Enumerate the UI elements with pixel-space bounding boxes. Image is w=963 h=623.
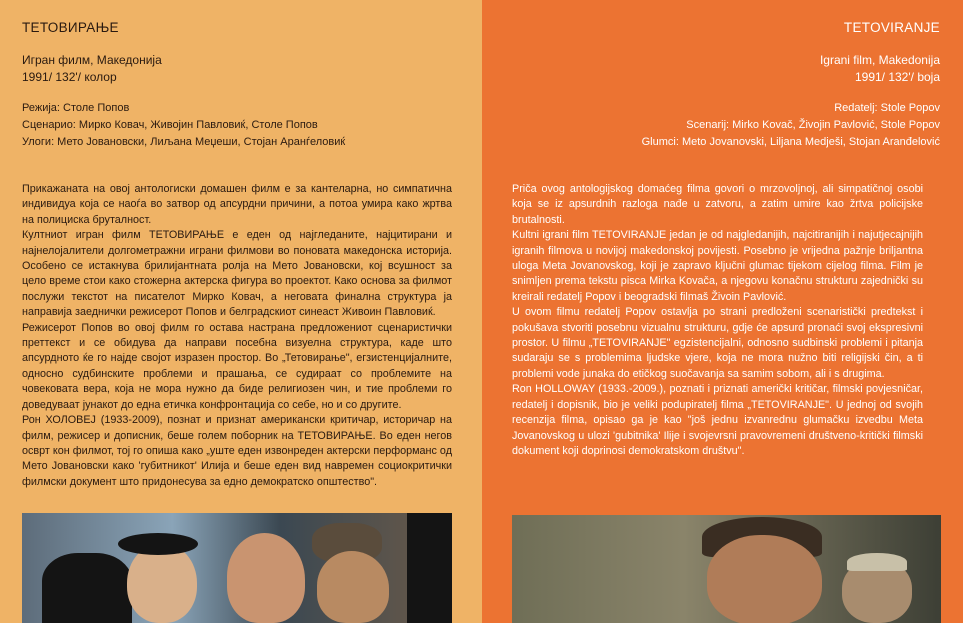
description-paragraph: Рон ХОЛОВЕЈ (1933-2009), познат и признат американски критичар, историчар на филм, режисер и дописник, беше голем поборник на ТЕТОВИРАЊЕ. Во еден негов осврт кон филмот, тој го опиша како „уште еден извонреден актерски перформанс од Мето Јовановски како 'губитникот' Илија и беше еден вид навремен социокритички филмски документ што придонесува за едно демократско општество".: [22, 414, 452, 488]
film-year-length-color: 1991/ 132'/ boja: [854, 70, 940, 84]
description-paragraph: Ron HOLLOWAY (1933.-2009.), poznati i priznati američki kritičar, filmski povjesničar, redatelj i dopisnik, bio je veliki podupiratelj filma „TETOVIRANJE". U jednoj od svojih recenzija filma, opisao ga je kao "još jednu izvanrednu glumačku izvedbu Meta Jovanovskog u ulozi 'gubitnika' Ilije i svojevrsni pravovremeni društveno-kritički filmski dokument koji doprinosi demokratskom društvu".: [512, 383, 923, 457]
credit-screenplay: Сценарио: Мирко Ковач, Живојин Павловиќ, Столе Попов: [22, 119, 318, 131]
description-paragraph: Priča ovog antologijskog domaćeg filma govori o mrzovoljnoj, ali simpatičnoj osobi koja se iz apsurdnih razloga nađe u zatvoru, a zatim umire kao žrtva policijske brutalnosti.: [512, 183, 923, 226]
film-still-photo: [512, 515, 941, 623]
credit-director: Режија: Столе Попов: [22, 102, 130, 114]
credit-cast: Улоги: Мето Јовановски, Лиљана Меџеши, Стојан Аранѓеловиќ: [22, 136, 346, 148]
film-title: ТЕТОВИРАЊЕ: [22, 20, 119, 35]
film-credits: [642, 100, 940, 151]
film-title: TETOVIRANJE: [843, 20, 940, 35]
film-genre-country: Igrani film, Makedonija: [819, 53, 940, 67]
description-paragraph: Култниот игран филм ТЕТОВИРАЊЕ е еден од најгледаните, најцитирани и најнелојалители долгометражни играни филмови во поновата македонска историја. Особено се истакнува брилијантната ролја на Мето Јовановски, кој всушност за цело време стои како стожерна актерска фигура во проектот. Како основа за филмот послужи текстот на писателот Мирко Ковач, а неговата финална структура ја направија заеднички режисерот Попов и белградскиот синеаст Живоин Павловиќ.: [22, 229, 452, 319]
credit-screenplay: Scenarij: Mirko Kovač, Živojin Pavlović, Stole Popov: [686, 119, 940, 131]
film-genre-country: Игран филм, Македонија: [22, 53, 162, 67]
credit-director: Redatelj: Stole Popov: [834, 102, 940, 114]
film-description: [512, 182, 923, 459]
film-year-length-color: 1991/ 132'/ колор: [22, 70, 117, 84]
film-description: [22, 182, 452, 490]
right-page-croatian: [482, 0, 963, 623]
film-still-photo: [22, 513, 452, 623]
film-credits: [22, 100, 345, 151]
description-paragraph: Kultni igrani film TETOVIRANJE jedan je od najgledanijih, najcitiranijih i najutjecajnijih igranih filmova u novijoj makedonskoj povijesti. Posebno je vrijedna pažnje briljantna uloga Meta Jovanovskog, koji je zapravo ključni glumac tijekom cijelog filma. Film je snimljen prema tekstu pisca Mirka Kovača, a njegovu konačnu strukturu zajednički su kreirali redatelj Popov i beogradski filmaš Živoin Pavlović.: [512, 229, 923, 303]
description-paragraph: Прикажаната на овој антологиски домашен филм е за кантеларна, но симпатична индивидуа која се наоѓа во затвор од апсурдни причини, а потоа умира како жртва на полициска бруталност.: [22, 183, 452, 226]
credit-cast: Glumci: Meto Jovanovski, Liljana Medješi, Stojan Aranđelović: [641, 136, 940, 148]
description-paragraph: Режисерот Попов во овој филм го остава настрана предложениот сценаристички преттекст и се обидува да направи посебна визуелна структура, каде што апсурдното ќе го најде својот изразен простор. Во „Тетовирање", егзистенцијалните, односно судбинските проблеми и прашања, се судираат со проблемите на човековата вера, која не мора нужно да биде религиозен чин, и тие проблеми го доведуваат јунакот до една етичка конфронтација со себе, но и со другите.: [22, 321, 452, 411]
description-paragraph: U ovom filmu redatelj Popov ostavlja po strani predloženi scenaristički predtekst i pokušava stvoriti posebnu vizualnu strukturu, gdje će apsurd pronaći svoj ekspresivni prostor. U filmu „TETOVIRANJE" egzistencijalni, odnosno sudbinski problemi i pitanja sudaraju se s problemima ljudske vjere, koja ne mora nužno biti religijski čin, a ti problemi vode junaka do etičkog suočavanja sa samim sobom, ali i s drugima.: [512, 306, 923, 380]
